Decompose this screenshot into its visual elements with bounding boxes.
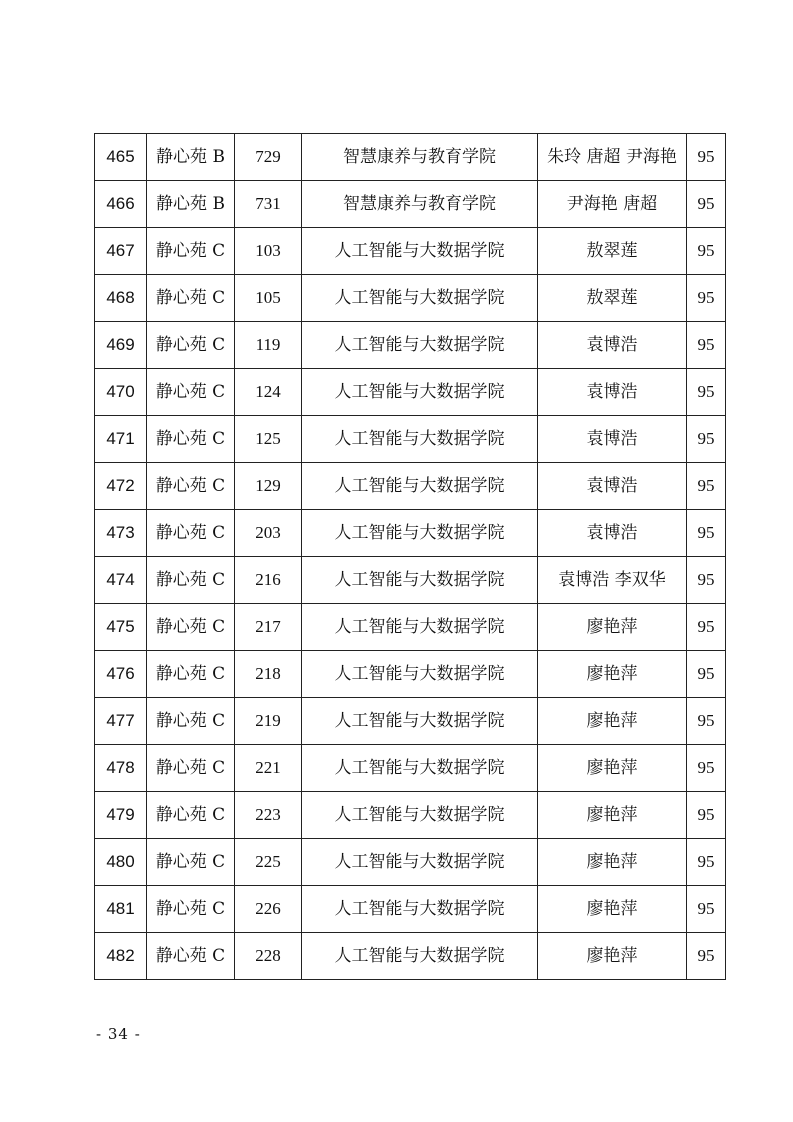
cell-score: 95 [687,651,726,698]
table-row [95,322,726,369]
table-row [95,792,726,839]
cell-staff: 朱玲 唐超 尹海艳 [538,134,687,181]
cell-college: 人工智能与大数据学院 [302,745,538,792]
table-row [95,745,726,792]
table-row [95,510,726,557]
cell-staff: 袁博浩 [538,416,687,463]
cell-number: 471 [95,416,147,463]
cell-number: 478 [95,745,147,792]
cell-building: 静心苑 C [147,651,235,698]
cell-staff: 敖翠莲 [538,275,687,322]
cell-number: 468 [95,275,147,322]
table-row [95,369,726,416]
cell-score: 95 [687,275,726,322]
cell-number: 476 [95,651,147,698]
cell-college: 智慧康养与教育学院 [302,134,538,181]
cell-staff: 袁博浩 [538,322,687,369]
cell-staff: 廖艳萍 [538,839,687,886]
cell-staff: 尹海艳 唐超 [538,181,687,228]
cell-number: 479 [95,792,147,839]
cell-room: 124 [235,369,302,416]
cell-college: 人工智能与大数据学院 [302,228,538,275]
cell-staff: 袁博浩 [538,510,687,557]
cell-room: 203 [235,510,302,557]
cell-building: 静心苑 C [147,275,235,322]
table-row [95,557,726,604]
page-number: - 34 - [96,1025,141,1043]
cell-score: 95 [687,933,726,980]
cell-room: 226 [235,886,302,933]
cell-building: 静心苑 C [147,886,235,933]
cell-staff: 廖艳萍 [538,933,687,980]
table-row [95,886,726,933]
cell-staff: 袁博浩 [538,463,687,510]
cell-staff: 袁博浩 李双华 [538,557,687,604]
table-row [95,275,726,322]
cell-score: 95 [687,416,726,463]
cell-room: 119 [235,322,302,369]
cell-staff: 廖艳萍 [538,792,687,839]
dormitory-score-table [94,133,726,980]
cell-score: 95 [687,322,726,369]
cell-room: 729 [235,134,302,181]
table-row [95,604,726,651]
cell-number: 475 [95,604,147,651]
dormitory-score-table-container [94,133,726,980]
cell-building: 静心苑 C [147,745,235,792]
cell-building: 静心苑 C [147,510,235,557]
cell-college: 人工智能与大数据学院 [302,698,538,745]
cell-score: 95 [687,463,726,510]
cell-staff: 廖艳萍 [538,698,687,745]
cell-building: 静心苑 C [147,416,235,463]
cell-score: 95 [687,839,726,886]
cell-room: 217 [235,604,302,651]
cell-number: 472 [95,463,147,510]
cell-college: 智慧康养与教育学院 [302,181,538,228]
cell-staff: 廖艳萍 [538,604,687,651]
cell-staff: 廖艳萍 [538,886,687,933]
cell-room: 223 [235,792,302,839]
cell-college: 人工智能与大数据学院 [302,275,538,322]
cell-room: 103 [235,228,302,275]
cell-building: 静心苑 C [147,792,235,839]
cell-room: 125 [235,416,302,463]
cell-room: 228 [235,933,302,980]
table-row [95,933,726,980]
cell-score: 95 [687,604,726,651]
cell-building: 静心苑 C [147,933,235,980]
cell-room: 218 [235,651,302,698]
cell-staff: 廖艳萍 [538,745,687,792]
cell-college: 人工智能与大数据学院 [302,557,538,604]
table-row [95,698,726,745]
table-row [95,463,726,510]
cell-building: 静心苑 C [147,839,235,886]
cell-number: 474 [95,557,147,604]
table-row [95,651,726,698]
cell-score: 95 [687,228,726,275]
cell-score: 95 [687,181,726,228]
cell-number: 465 [95,134,147,181]
cell-number: 466 [95,181,147,228]
cell-number: 481 [95,886,147,933]
table-row [95,134,726,181]
table-row [95,839,726,886]
cell-number: 469 [95,322,147,369]
cell-room: 105 [235,275,302,322]
cell-score: 95 [687,792,726,839]
cell-score: 95 [687,745,726,792]
cell-college: 人工智能与大数据学院 [302,510,538,557]
cell-building: 静心苑 C [147,557,235,604]
cell-score: 95 [687,369,726,416]
cell-number: 467 [95,228,147,275]
cell-staff: 廖艳萍 [538,651,687,698]
cell-building: 静心苑 C [147,369,235,416]
cell-building: 静心苑 B [147,181,235,228]
cell-college: 人工智能与大数据学院 [302,463,538,510]
cell-building: 静心苑 C [147,322,235,369]
cell-staff: 敖翠莲 [538,228,687,275]
table-row [95,228,726,275]
cell-score: 95 [687,698,726,745]
cell-building: 静心苑 C [147,604,235,651]
cell-number: 480 [95,839,147,886]
cell-staff: 袁博浩 [538,369,687,416]
cell-college: 人工智能与大数据学院 [302,886,538,933]
cell-college: 人工智能与大数据学院 [302,369,538,416]
cell-score: 95 [687,510,726,557]
cell-room: 731 [235,181,302,228]
cell-room: 129 [235,463,302,510]
cell-room: 216 [235,557,302,604]
cell-score: 95 [687,886,726,933]
cell-number: 477 [95,698,147,745]
cell-building: 静心苑 C [147,463,235,510]
table-row [95,181,726,228]
table-body [95,134,726,980]
cell-college: 人工智能与大数据学院 [302,322,538,369]
cell-score: 95 [687,557,726,604]
cell-room: 219 [235,698,302,745]
table-row [95,416,726,463]
cell-college: 人工智能与大数据学院 [302,839,538,886]
cell-number: 482 [95,933,147,980]
cell-number: 473 [95,510,147,557]
cell-college: 人工智能与大数据学院 [302,933,538,980]
cell-college: 人工智能与大数据学院 [302,651,538,698]
cell-room: 221 [235,745,302,792]
cell-college: 人工智能与大数据学院 [302,416,538,463]
cell-college: 人工智能与大数据学院 [302,604,538,651]
cell-room: 225 [235,839,302,886]
cell-building: 静心苑 C [147,698,235,745]
cell-score: 95 [687,134,726,181]
cell-building: 静心苑 B [147,134,235,181]
cell-building: 静心苑 C [147,228,235,275]
cell-college: 人工智能与大数据学院 [302,792,538,839]
cell-number: 470 [95,369,147,416]
